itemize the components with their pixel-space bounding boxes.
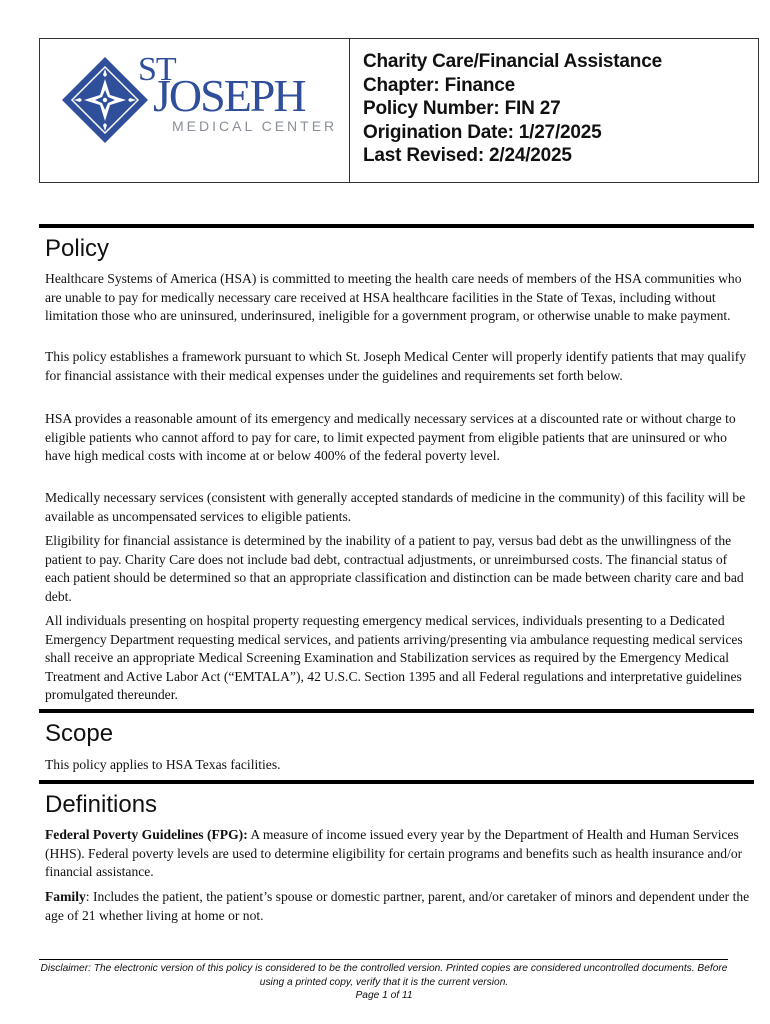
definition-term: Federal Poverty Guidelines (FPG):: [45, 827, 248, 842]
logo-text-medical-center: MEDICAL CENTER: [172, 118, 338, 134]
star-diamond-logo-icon: [60, 55, 150, 145]
policy-title: Charity Care/Financial Assistance: [363, 51, 662, 72]
section-divider: [39, 780, 754, 784]
logo-cell: [40, 39, 350, 182]
definitions-heading: Definitions: [45, 791, 158, 818]
definition-text: A measure of income issued every year by the Department of Health and Human Services (HHS). Federal poverty levels are used to determine eligibility for certain programs and benefits such as health insurance and/or financial assistance.: [45, 827, 743, 880]
footer-divider: [39, 959, 728, 960]
definition-item: [45, 826, 751, 882]
definition-text: : Includes the patient, the patient’s spouse or domestic partner, parent, and/or caretaker of minors and dependent under the age of 21 whether living at home or not.: [45, 889, 750, 923]
policy-paragraph: All individuals presenting on hospital property requesting emergency medical services, individuals presenting to a Dedicated Emergency Department requesting medical services, and patients arriving/presenting via ambulance requesting medical services shall receive an appropriate Medical Screening Examination and Stabilization services as required by the Emergency Medical Treatment and Active Labor Act (“EMTALA”), 42 U.S.C. Section 1395 and all Federal regulations and interpretative guidelines promulgated thereunder.: [45, 613, 743, 703]
page-number: Page 1 of 11: [355, 990, 413, 1002]
policy-paragraph: Eligibility for financial assistance is determined by the inability of a patient to pay, versus bad debt as the unwillingness of the patient to pay. Charity Care does not include bad debt, contractual adjustments, or unreimbursed costs. The financial status of each patient should be determined so that an appropriate classification and distinction can be made between charity care and bad debt.: [45, 533, 744, 604]
policy-paragraph: Medically necessary services (consistent with generally accepted standards of medicine in the community) of this facility will be available as uncompensated services to eligible patients.: [45, 490, 746, 524]
policy-meta: [350, 39, 758, 182]
scope-heading: Scope: [45, 720, 114, 747]
scope-paragraph: This policy applies to HSA Texas facilities.: [45, 757, 281, 772]
policy-paragraph: HSA provides a reasonable amount of its emergency and medically necessary services at a discounted rate or without charge to eligible patients who cannot afford to pay for care, to limit expected payment from eligible patients that are uninsured or who have high medical costs with income at or below 400% of the federal poverty level.: [45, 411, 736, 464]
policy-number: Policy Number: FIN 27: [363, 98, 561, 119]
policy-paragraph: This policy establishes a framework pursuant to which St. Joseph Medical Center will properly identify patients that may qualify for financial assistance with their medical expenses under the guidelines and requirements set forth below.: [45, 349, 747, 383]
policy-chapter: Chapter: Finance: [363, 74, 515, 96]
logo-text-st: ST: [138, 51, 176, 88]
footer-disclaimer: Disclaimer: The electronic version of this policy is considered to be the controlled version. Printed copies are considered uncontrolled documents. Before using a printed copy, verify that it is the current version.: [40, 963, 728, 988]
last-revised-date: Last Revised: 2/24/2025: [363, 145, 572, 166]
section-divider: [39, 709, 754, 713]
document-header: [39, 38, 759, 183]
section-divider: [39, 224, 754, 228]
definition-term: Family: [45, 889, 86, 904]
origination-date: Origination Date: 1/27/2025: [363, 121, 602, 143]
policy-heading: Policy: [45, 235, 110, 262]
definition-item: [45, 888, 751, 925]
policy-paragraph: Healthcare Systems of America (HSA) is committed to meeting the health care needs of members of the HSA communities who are unable to pay for medically necessary care received at HSA healthcare facilities in the State of Texas, including without limitation those who are uninsured, underinsured, ineligible for a government program, or otherwise unable to make payment.: [45, 271, 742, 324]
logo-text-joseph: JOSEPH: [153, 70, 305, 121]
page-footer: [39, 962, 729, 1003]
